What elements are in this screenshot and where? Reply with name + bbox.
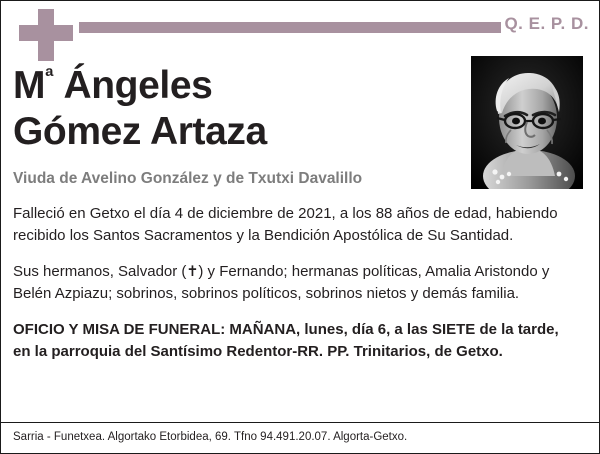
deceased-relation: Viuda de Avelino González y de Txutxi Davalillo bbox=[13, 170, 363, 187]
paragraph-funeral-service: OFICIO Y MISA DE FUNERAL: MAÑANA, lunes, día 6, a las SIETE de la tarde, en la parroquia del Santísimo Redentor-RR. PP. Trinitarios, de Getxo. bbox=[13, 321, 559, 360]
deceased-name-line-1 bbox=[13, 63, 463, 109]
cross-icon bbox=[19, 9, 71, 61]
header-rule-bar bbox=[79, 22, 501, 33]
deceased-name bbox=[13, 63, 463, 155]
family-text-after-dagger: ) y Fernando; hermanas políticas, Amalia Aristondo y Belén Azpiazu; sobrinos, sobrinos políticos, sobrinos nietos y demás familia. bbox=[13, 263, 550, 302]
paragraph-family bbox=[13, 261, 579, 305]
paragraph-death-details: Falleció en Getxo el día 4 de diciembre de 2021, a los 88 años de edad, habiendo recibido los Santos Sacramentos y la Bendición Apostólica de Su Santidad. bbox=[13, 205, 558, 244]
name-ordinal-superscript: ª bbox=[45, 63, 54, 89]
family-text-before-dagger: Sus hermanos, Salvador ( bbox=[13, 263, 187, 280]
notice-content bbox=[13, 63, 589, 363]
deceased-name-line-2: Gómez Artaza bbox=[13, 110, 267, 153]
cross-horizontal-bar bbox=[19, 25, 73, 41]
name-first: Ángeles bbox=[53, 64, 213, 107]
notice-header bbox=[1, 1, 599, 53]
footer-separator bbox=[1, 422, 599, 423]
name-prefix: M bbox=[13, 64, 46, 107]
qepd-label: Q. E. P. D. bbox=[504, 14, 589, 33]
funeral-home-footer: Sarria - Funetxea. Algortako Etorbidea, 69. Tfno 94.491.20.07. Algorta-Getxo. bbox=[13, 431, 408, 443]
deceased-dagger-icon: ✝ bbox=[186, 264, 199, 280]
